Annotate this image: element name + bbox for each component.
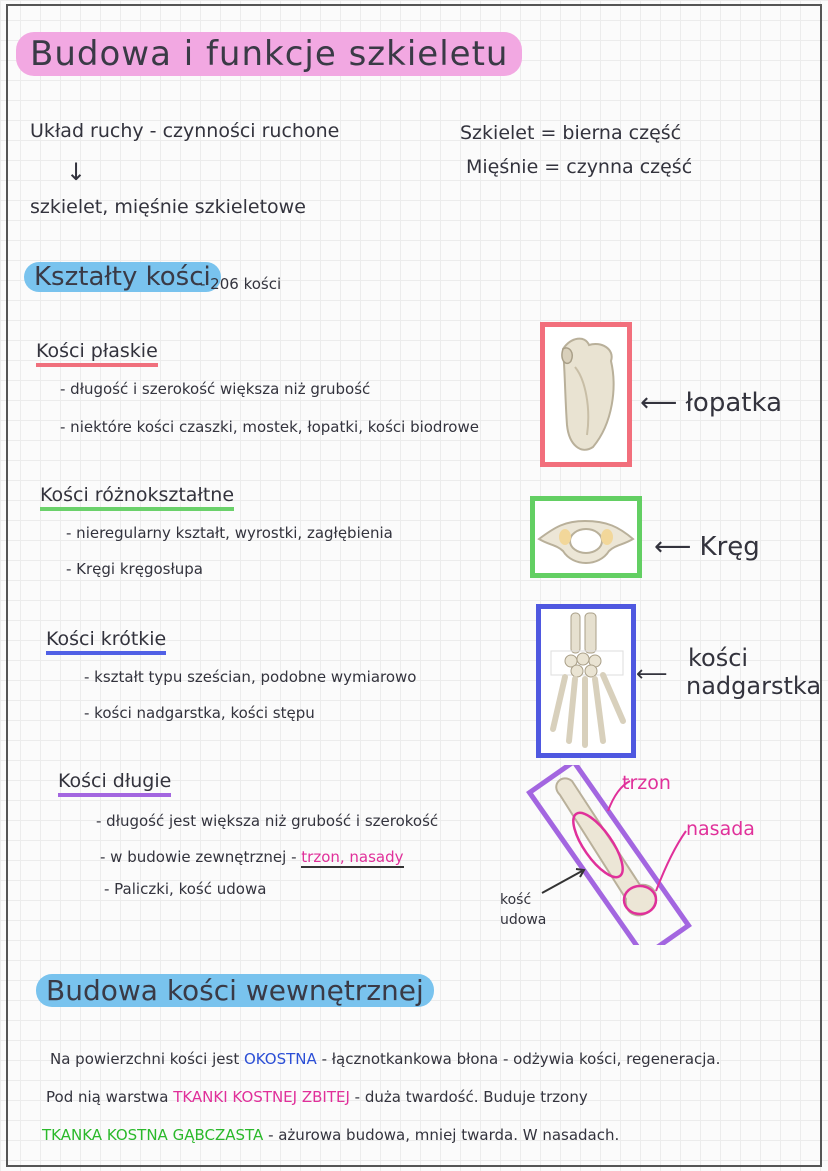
vertebra-label-text: Kręg	[699, 532, 760, 562]
internal-line1	[50, 1050, 720, 1068]
vertebra-label	[654, 532, 760, 562]
shapes-heading-text: Kształty kości	[24, 262, 221, 292]
internal-heading	[36, 974, 434, 1007]
internal-line1-text: Na powierzchni kości jest	[50, 1050, 240, 1068]
short-bones-point2: - kości nadgarstka, kości stępu	[84, 704, 315, 722]
short-bones-heading-text: Kości krótkie	[46, 628, 166, 655]
irregular-bones-heading	[40, 484, 234, 506]
irregular-bones-point1: - nieregularny kształt, wyrostki, zagłębienia	[66, 524, 393, 542]
shaft-label: trzon	[622, 772, 671, 794]
flat-bones-point1: - długość i szerokość większa niż grubość	[60, 380, 371, 398]
spongy-bone-highlight: TKANKA KOSTNA GĄBCZASTA	[42, 1126, 264, 1144]
intro-right1: Szkielet = bierna część	[460, 122, 682, 144]
femur-label-line2: udowa	[500, 912, 547, 928]
wrist-arrow-icon: ⟵	[636, 662, 668, 687]
bone-count: - 206 kości	[200, 275, 282, 293]
femur-label-line1: kość	[500, 892, 532, 908]
long-bones-point2-text: - w budowie zewnętrznej -	[100, 848, 297, 866]
left-arrow-icon: ⟵	[640, 388, 686, 418]
shapes-heading	[24, 262, 221, 292]
internal-line2	[46, 1088, 588, 1106]
title-text: Budowa i funkcje szkieletu	[16, 32, 522, 76]
irregular-bones-heading-text: Kości różnokształtne	[40, 484, 234, 511]
scapula-icon	[545, 327, 627, 462]
flat-bones-point2: - niektóre kości czaszki, mostek, łopatki, kości biodrowe	[60, 418, 479, 436]
vertebra-icon	[535, 501, 637, 573]
hand-bones-icon	[541, 609, 631, 753]
long-bones-point2-highlight: trzon, nasady	[301, 848, 404, 866]
periosteum-highlight: OKOSTNA	[243, 1050, 317, 1068]
intro-line1: Układ ruchy - czynności ruchone	[30, 120, 340, 142]
long-bones-point2	[100, 848, 404, 866]
long-bones-heading	[58, 770, 171, 792]
short-bones-point1: - kształt typu sześcian, podobne wymiarowo	[84, 668, 417, 686]
long-bones-heading-text: Kości długie	[58, 770, 171, 797]
down-arrow-icon: ↓	[66, 158, 87, 186]
intro-line2: szkielet, mięśnie szkieletowe	[30, 196, 306, 218]
scapula-label-text: łopatka	[685, 388, 783, 418]
wrist-image	[536, 604, 636, 758]
flat-bones-heading-text: Kości płaskie	[36, 340, 158, 367]
internal-line3-rest: - ażurowa budowa, mniej twarda. W nasadach.	[268, 1126, 620, 1144]
internal-heading-text: Budowa kości wewnętrznej	[36, 974, 434, 1007]
scapula-image	[540, 322, 632, 467]
epiphysis-label: nasada	[686, 818, 755, 840]
internal-line3	[42, 1126, 619, 1144]
flat-bones-heading	[36, 340, 158, 362]
wrist-label-line1: kości	[688, 644, 749, 672]
long-bones-point1: - długość jest większa niż grubość i szerokość	[96, 812, 439, 830]
vertebra-image	[530, 496, 642, 578]
irregular-bones-point2: - Kręgi kręgosłupa	[66, 560, 203, 578]
short-bones-heading	[46, 628, 166, 650]
scapula-label	[640, 388, 782, 418]
intro-right2: Mięśnie = czynna część	[466, 156, 693, 178]
left-arrow-icon: ⟵	[654, 532, 700, 562]
internal-line1-rest: - łącznotkankowa błona - odżywia kości, regeneracja.	[321, 1050, 721, 1068]
compact-bone-highlight: TKANKI KOSTNEJ ZBITEJ	[173, 1088, 350, 1106]
long-bones-point3: - Paliczki, kość udowa	[104, 880, 267, 898]
wrist-label-line2: nadgarstka	[686, 672, 822, 700]
internal-line2-text: Pod nią warstwa	[46, 1088, 169, 1106]
internal-line2-rest: - duża twardość. Buduje trzony	[354, 1088, 588, 1106]
page-title	[16, 34, 522, 74]
